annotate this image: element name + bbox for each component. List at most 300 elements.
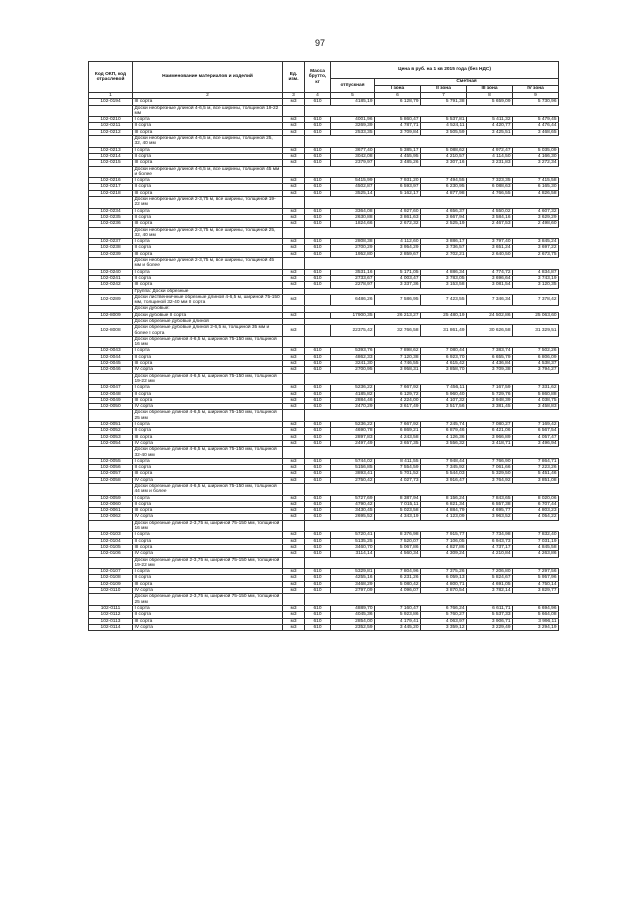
zone-price-cell: 6 707,44 [513,501,559,507]
mass-cell: 610 [305,354,331,360]
empty-cells [305,336,559,348]
table-row [89,325,559,337]
header-code: Код ОКП, код отраслевой [89,62,133,93]
mass-cell: 610 [305,184,331,190]
zone-price-cell: 7 080,27 [467,422,513,428]
zone-price-cell: 6 806,09 [513,354,559,360]
group-title: Доски обрезные длиной 4-6,5 м, шириной 75-150 мм, толщиной 32-40 мм [133,447,283,459]
unit-cell: м3 [283,117,305,123]
mass-cell: 610 [305,117,331,123]
zone-price-cell: 25 480,19 [421,312,467,318]
code-cell: 102-0060 [89,501,133,507]
name-cell: III сорта [133,221,283,227]
release-price-cell: 2700,29 [331,245,375,251]
mass-cell: 610 [305,581,331,587]
mass-cell: 610 [305,404,331,410]
code-cell: 102-0054 [89,440,133,446]
zone-price-cell: 7 323,35 [467,178,513,184]
name-cell: III сорта [133,190,283,196]
mass-cell: 610 [305,434,331,440]
unit-cell: м3 [283,282,305,288]
mass-cell: 610 [305,588,331,594]
zone-price-cell: 7 520,07 [375,538,421,544]
unit-cell: м3 [283,495,305,501]
zone-price-cell: 5 411,32 [467,117,513,123]
group-title: Доски обрезные длиной 2-3,75 м, шириной 75-150 мм, толщиной 25 мм [133,594,283,606]
name-cell: II сорта [133,501,283,507]
release-price-cell: 5727,69 [331,495,375,501]
zone-price-cell: 5 171,05 [375,269,421,275]
zone-price-cell: 3 081,54 [467,282,513,288]
zone-price-cell: 3 870,54 [421,588,467,594]
zone-price-cell: 4 210,84 [467,551,513,557]
code-cell [89,258,133,270]
code-cell: 102-0043 [89,348,133,354]
release-price-cell: 4185,19 [331,99,375,105]
col-num: 5 [331,93,375,99]
zone-price-cell: 31 329,51 [513,325,559,337]
code-cell: 102-0234 [89,208,133,214]
group-title: Доски обрезные длиной 4-6,5 м, шириной 75-150 мм, толщиной 19-22 мм [133,373,283,385]
unit-cell: м3 [283,208,305,214]
release-price-cell: 1952,80 [331,251,375,257]
unit-cell: м3 [283,428,305,434]
name-cell: II сорта [133,575,283,581]
code-cell: 102-0214 [89,153,133,159]
zone-price-cell: 3 696,64 [467,275,513,281]
code-cell: 102-0242 [89,282,133,288]
unit-cell: м3 [283,269,305,275]
col-num: 6 [375,93,421,99]
zone-price-cell: 2 859,67 [375,251,421,257]
code-cell: 102-0217 [89,184,133,190]
mass-cell: 610 [305,147,331,153]
unit-cell: м3 [283,354,305,360]
zone-price-cell: 5 080,42 [375,581,421,587]
unit-cell [283,258,305,270]
code-cell: 102-0045 [89,361,133,367]
release-price-cell: 2700,95 [331,367,375,373]
mass-cell: 610 [305,624,331,630]
zone-price-cell: 2 498,60 [513,221,559,227]
zone-price-cell: 3 458,83 [513,404,559,410]
code-cell: 102-0194 [89,99,133,105]
zone-price-cell: 3 120,35 [513,282,559,288]
zone-price-cell: 7 061,66 [467,465,513,471]
code-cell: 102-0059 [89,495,133,501]
group-title: Доски необрезные длиной 2-3,75 м, все ширины, толщиной 25, 32, 40 мм [133,227,283,239]
release-price-cell: 3241,30 [331,361,375,367]
unit-cell: м3 [283,294,305,306]
zone-price-cell: 3 782,14 [467,588,513,594]
release-price-cell: 2278,97 [331,282,375,288]
zone-price-cell: 3 667,94 [421,214,467,220]
zone-price-cell: 7 015,11 [375,501,421,507]
code-cell [89,197,133,209]
code-cell: 102-0114 [89,624,133,630]
unit-cell: м3 [283,214,305,220]
unit-cell [283,594,305,606]
code-cell: 102-0238 [89,245,133,251]
zone-price-cell: 5 701,52 [375,471,421,477]
unit-cell: м3 [283,501,305,507]
code-cell: 102-0236 [89,221,133,227]
zone-price-cell: 7 667,92 [375,422,421,428]
unit-cell: м3 [283,178,305,184]
zone-price-cell: 4 166,30 [513,153,559,159]
name-cell: III сорта [133,471,283,477]
release-price-cell: 2884,46 [331,397,375,403]
header-release: отпускная [331,79,375,93]
zone-price-cell: 7 766,90 [467,458,513,464]
mass-cell: 610 [305,575,331,581]
zone-price-cell: 3 485,26 [375,160,421,166]
zone-price-cell: 6 869,21 [375,428,421,434]
header-price-title: Цена в руб. на 1 кв 2015 года (без НДС) [331,62,559,79]
col-num: 1 [89,93,133,99]
table-body [89,99,559,631]
name-cell: II сорта [133,612,283,618]
mass-cell: 610 [305,221,331,227]
code-cell: 102-0061 [89,508,133,514]
zone-price-cell: 3 651,24 [467,245,513,251]
release-price-cell: 6486,26 [331,294,375,306]
zone-price-cell: 6 557,38 [467,501,513,507]
zone-price-cell: 4 224,00 [375,397,421,403]
col-num: 3 [283,93,305,99]
mass-cell: 610 [305,569,331,575]
zone-price-cell: 4 123,09 [421,514,467,520]
group-title: Доски обрезные дубовые длиной [133,318,283,324]
zone-price-cell: 3 794,27 [513,367,559,373]
release-price-cell: 4889,70 [331,605,375,611]
zone-price-cell: 5 162,17 [375,190,421,196]
group-title: Доски обрезные длиной 4-6,5 м, шириной 75-150 мм, толщиной 44 мм и более [133,484,283,496]
zone-price-cell: 7 383,74 [467,348,513,354]
code-cell: 102-0049 [89,397,133,403]
zone-price-cell: 3 153,58 [421,282,467,288]
group-heading-row [89,594,559,606]
code-cell: 102-0056 [89,465,133,471]
zone-price-cell: 4 803,23 [513,508,559,514]
name-cell: II сорта [133,391,283,397]
name-cell: III сорта [133,508,283,514]
release-price-cell: 4502,87 [331,184,375,190]
mass-cell: 610 [305,178,331,184]
col-num: 9 [513,93,559,99]
zone-price-cell: 4 263,86 [513,551,559,557]
unit-cell: м3 [283,581,305,587]
zone-price-cell: 2 672,32 [375,221,421,227]
zone-price-cell: 5 760,27 [421,612,467,618]
zone-price-cell: 7 331,62 [513,385,559,391]
zone-price-cell: 6 421,06 [467,428,513,434]
code-cell: 102-0105 [89,544,133,550]
unit-cell: м3 [283,385,305,391]
name-cell: II сорта [133,428,283,434]
name-cell: IV сорта [133,440,283,446]
group-title: Доски необрезные длиной 4-6,5 м, все ширины, толщиной 19-22 мм [133,105,283,117]
mass-cell: 610 [305,190,331,196]
name-cell: I сорта [133,178,283,184]
mass-cell: 610 [305,428,331,434]
name-cell: III сорта [133,251,283,257]
name-cell: IV сорта [133,551,283,557]
mass-cell: 610 [305,477,331,483]
zone-price-cell: 5 730,96 [513,99,559,105]
empty-cells [305,484,559,496]
group-heading-row [89,166,559,178]
name-cell: II сорта [133,465,283,471]
zone-price-cell: 4 309,24 [421,551,467,557]
mass-cell: 610 [305,269,331,275]
group-heading-row [89,227,559,239]
zone-price-cell: 4 826,58 [513,190,559,196]
code-cell [89,136,133,148]
zone-price-cell: 2 673,75 [513,251,559,257]
zone-price-cell: 4 096,07 [375,588,421,594]
release-price-cell: 2352,59 [331,624,375,630]
unit-cell [283,557,305,569]
zone-price-cell: 4 126,36 [421,434,467,440]
zone-price-cell: 7 915,77 [421,532,467,538]
name-cell: IV сорта [133,477,283,483]
name-cell: IV сорта [133,514,283,520]
zone-price-cell: 6 231,26 [375,575,421,581]
unit-cell [283,410,305,422]
group-heading-row [89,447,559,459]
zone-price-cell: 4 750,14 [513,581,559,587]
code-cell: 102-0239 [89,251,133,257]
col-num: 8 [467,93,513,99]
zone-price-cell: 4 695,77 [467,508,513,514]
group-heading-row [89,336,559,348]
name-cell: I сорта [133,569,283,575]
code-cell: 102-0052 [89,428,133,434]
zone-price-cell: 4 420,77 [467,123,513,129]
unit-cell: м3 [283,361,305,367]
release-price-cell: 2733,67 [331,275,375,281]
zone-price-cell: 5 067,86 [375,544,421,550]
name-cell: I сорта [133,117,283,123]
unit-cell: м3 [283,251,305,257]
unit-cell: м3 [283,605,305,611]
zone-price-cell: 7 494,55 [421,178,467,184]
code-cell: 102-0108 [89,575,133,581]
zone-price-cell: 7 502,26 [513,348,559,354]
zone-price-cell: 6 611,71 [467,605,513,611]
code-cell: 102-0237 [89,239,133,245]
release-price-cell: 4690,78 [331,428,375,434]
release-price-cell: 17900,35 [331,312,375,318]
zone-price-cell: 3 307,16 [421,160,467,166]
code-cell: 102-0216 [89,178,133,184]
release-price-cell: 2379,97 [331,160,375,166]
name-cell: IV сорта [133,624,283,630]
zone-price-cell: 7 160,47 [375,605,421,611]
zone-price-cell: 5 385,17 [375,147,421,153]
zone-price-cell: 4 877,98 [421,190,467,196]
code-cell: 102-8008 [89,325,133,337]
zone-price-cell: 3 797,40 [467,239,513,245]
zone-price-cell: 6 165,30 [513,184,559,190]
zone-price-cell: 5 659,09 [467,99,513,105]
code-cell: 102-0048 [89,391,133,397]
zone-price-cell: 3 916,47 [421,477,467,483]
group-title: Доски необрезные длиной 4-6,5 м, все ширины, толщиной 45 мм и более [133,166,283,178]
code-cell [89,105,133,117]
zone-price-cell: 7 898,62 [375,348,421,354]
group-title: Группа: Доски обрезные [133,288,283,294]
zone-price-cell: 4 774,72 [467,269,513,275]
mass-cell: 610 [305,214,331,220]
code-cell [89,166,133,178]
code-cell: 102-0289 [89,294,133,306]
zone-price-cell: 32 766,58 [375,325,421,337]
zone-price-cell: 4 057,47 [513,434,559,440]
zone-price-cell: 5 537,81 [421,117,467,123]
zone-price-cell: 6 059,13 [421,575,467,581]
name-cell: I сорта [133,208,283,214]
zone-price-cell: 7 167,59 [467,385,513,391]
release-price-cell: 2470,29 [331,404,375,410]
release-price-cell: 3460,70 [331,544,375,550]
zone-price-cell: 5 957,96 [513,575,559,581]
zone-price-cell: 5 824,67 [467,575,513,581]
mass-cell: 610 [305,422,331,428]
release-price-cell: 4185,82 [331,391,375,397]
mass-cell [305,325,331,337]
release-price-cell: 5744,02 [331,458,375,464]
unit-cell: м3 [283,551,305,557]
release-price-cell: 2533,35 [331,129,375,135]
code-cell: 102-0212 [89,129,133,135]
table-header [89,62,559,99]
zone-price-cell: 6 088,63 [467,184,513,190]
code-cell [89,410,133,422]
zone-price-cell: 3 556,32 [421,440,467,446]
zone-price-cell: 5 960,40 [421,391,467,397]
code-cell: 102-0218 [89,190,133,196]
zone-price-cell: 6 230,95 [421,184,467,190]
zone-price-cell: 3 954,29 [375,245,421,251]
release-price-cell: 2695,52 [331,514,375,520]
zone-price-cell: 3 858,70 [421,367,467,373]
mass-cell [305,294,331,306]
zone-price-cell: 4 886,34 [421,269,467,275]
empty-cells [305,136,559,148]
zone-price-cell: 7 804,96 [375,569,421,575]
zone-price-cell: 4 524,11 [421,123,467,129]
zone-price-cell: 6 129,72 [375,391,421,397]
unit-cell: м3 [283,147,305,153]
zone-price-cell: 7 931,20 [375,178,421,184]
release-price-cell: 4001,96 [331,117,375,123]
mass-cell: 610 [305,99,331,105]
zone-price-cell: 4 827,86 [421,544,467,550]
zone-price-cell: 3 496,94 [513,440,559,446]
unit-cell: м3 [283,123,305,129]
zone-price-cell: 26 213,27 [375,312,421,318]
name-cell: III сорта [133,129,283,135]
zone-price-cell: 3 709,84 [375,129,421,135]
unit-cell: м3 [283,471,305,477]
zone-price-cell: 5 860,47 [375,117,421,123]
unit-cell [283,166,305,178]
unit-cell: м3 [283,325,305,337]
zone-price-cell: 3 736,57 [421,245,467,251]
release-price-cell: 4790,42 [331,501,375,507]
mass-cell: 610 [305,239,331,245]
zone-price-cell: 6 943,73 [467,538,513,544]
code-cell: 102-0215 [89,160,133,166]
release-price-cell: 2854,00 [331,618,375,624]
name-cell: I сорта [133,495,283,501]
unit-cell: м3 [283,99,305,105]
header-zone-1: I зона [375,86,421,93]
mass-cell: 610 [305,544,331,550]
mass-cell: 610 [305,440,331,446]
zone-price-cell: 7 345,92 [421,465,467,471]
release-price-cell: 5415,99 [331,178,375,184]
code-cell [89,227,133,239]
zone-price-cell: 3 861,63 [375,214,421,220]
group-title: Доски необрезные длиной 2-3,75 м, все ширины, толщиной 45 мм и более [133,258,283,270]
name-cell: I сорта [133,348,283,354]
unit-cell: м3 [283,624,305,630]
group-heading-row [89,136,559,148]
unit-cell: м3 [283,612,305,618]
zone-price-cell: 3 845,24 [513,239,559,245]
unit-cell: м3 [283,465,305,471]
name-cell: III сорта [133,544,283,550]
name-cell: I сорта [133,422,283,428]
code-cell [89,447,133,459]
code-cell [89,557,133,569]
unit-cell: м3 [283,538,305,544]
zone-price-cell: 24 502,86 [467,312,513,318]
zone-price-cell: 6 766,24 [421,605,467,611]
unit-cell: м3 [283,618,305,624]
zone-price-cell: 2 702,21 [421,251,467,257]
code-cell: 102-0053 [89,434,133,440]
code-cell: 102-0107 [89,569,133,575]
zone-price-cell: 4 054,22 [513,514,559,520]
empty-cells [305,105,559,117]
code-cell: 102-0241 [89,275,133,281]
code-cell: 102-0235 [89,214,133,220]
code-cell [89,484,133,496]
zone-price-cell: 3 468,65 [513,129,559,135]
zone-price-cell: 7 843,65 [467,495,513,501]
zone-price-cell: 4 107,32 [421,397,467,403]
unit-cell: м3 [283,190,305,196]
code-cell: 102-0240 [89,269,133,275]
unit-cell: м3 [283,422,305,428]
name-cell: I сорта [133,147,283,153]
zone-price-cell: 3 783,05 [421,275,467,281]
zone-price-cell: 5 860,88 [513,391,559,397]
name-cell: II сорта [133,245,283,251]
mass-cell: 610 [305,532,331,538]
name-cell: IV сорта [133,588,283,594]
zone-price-cell: 3 948,39 [467,397,513,403]
name-cell: I сорта [133,532,283,538]
unit-cell: м3 [283,153,305,159]
release-price-cell: 22375,42 [331,325,375,337]
code-cell: 102-0050 [89,404,133,410]
zone-price-cell: 7 554,59 [375,465,421,471]
